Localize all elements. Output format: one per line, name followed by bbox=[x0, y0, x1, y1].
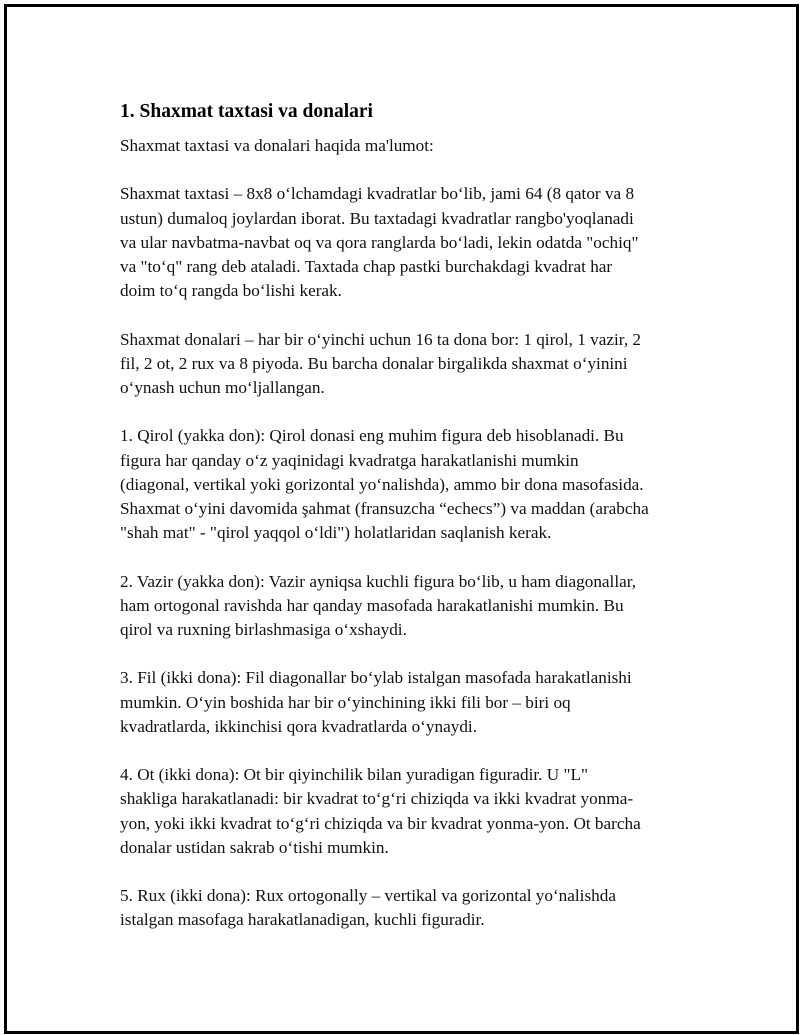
knight-paragraph: 4. Ot (ikki dona): Ot bir qiyinchilik bilan yuradigan figuradir. U "L" shakliga harakatlanadi: bir kvadrat toʻgʻri chiziqda va ikki kvadrat yonma- yon, yoki ikki kvadrat toʻgʻri chiziqda va bir kvadrat yonma-yon. Ot barcha donalar ustidan sakrab oʻtishi mumkin. bbox=[120, 765, 641, 857]
intro-paragraph: Shaxmat taxtasi va donalari haqida ma'lumot: bbox=[120, 136, 434, 155]
queen-paragraph: 2. Vazir (yakka don): Vazir ayniqsa kuchli figura boʻlib, u ham diagonallar, ham ortogonal ravishda har qanday masofada harakatlanishi mumkin. Bu qirol va ruxning birlashmasiga oʻxshaydi. bbox=[120, 571, 637, 639]
board-paragraph: Shaxmat taxtasi – 8x8 oʻlchamdagi kvadratlar boʻlib, jami 64 (8 qator va 8 ustun) dumaloq joylardan iborat. Bu taxtadagi kvadratlar rangbo'yoqlanadi va ular navbatma-navbat oq va qora ranglarda boʻladi, lekin odatda "ochiq" va "toʻq" rang deb ataladi. Taxtada chap pastki burchakdagi kvadrat har doim toʻq rangda boʻlishi kerak. bbox=[120, 184, 639, 301]
king-paragraph: 1. Qirol (yakka don): Qirol donasi eng muhim figura deb hisoblanadi. Bu figura har qanday oʻz yaqinidagi kvadratga harakatlanishi mumkin (diagonal, vertikal yoki gorizontal yoʻnalishda), ammo bir dona masofasida. Shaxmat oʻyini davomida şahmat (fransuzcha “echecs”) va maddan (arabcha "shah mat" - "qirol yaqqol oʻldi") holatlaridan saqlanish kerak. bbox=[120, 426, 649, 543]
section-heading: 1. Shaxmat taxtasi va donalari bbox=[120, 101, 373, 122]
rook-paragraph: 5. Rux (ikki dona): Rux ortogonally – vertikal va gorizontal yoʻnalishda istalgan masofaga harakatlanadigan, kuchli figuradir. bbox=[120, 886, 616, 930]
bishop-paragraph: 3. Fil (ikki dona): Fil diagonallar boʻylab istalgan masofada harakatlanishi mumkin. Oʻyin boshida har bir oʻyinchining ikki fili bor – biri oq kvadratlarda, ikkinchisi qora kvadratlarda oʻynaydi. bbox=[120, 668, 632, 736]
pieces-paragraph: Shaxmat donalari – har bir oʻyinchi uchun 16 ta dona bor: 1 qirol, 1 vazir, 2 fil, 2 ot, 2 rux va 8 piyoda. Bu barcha donalar birgalikda shaxmat oʻyinini oʻynash uchun moʻljallangan. bbox=[120, 329, 642, 397]
page-frame bbox=[4, 4, 799, 1034]
document-body bbox=[120, 99, 700, 957]
